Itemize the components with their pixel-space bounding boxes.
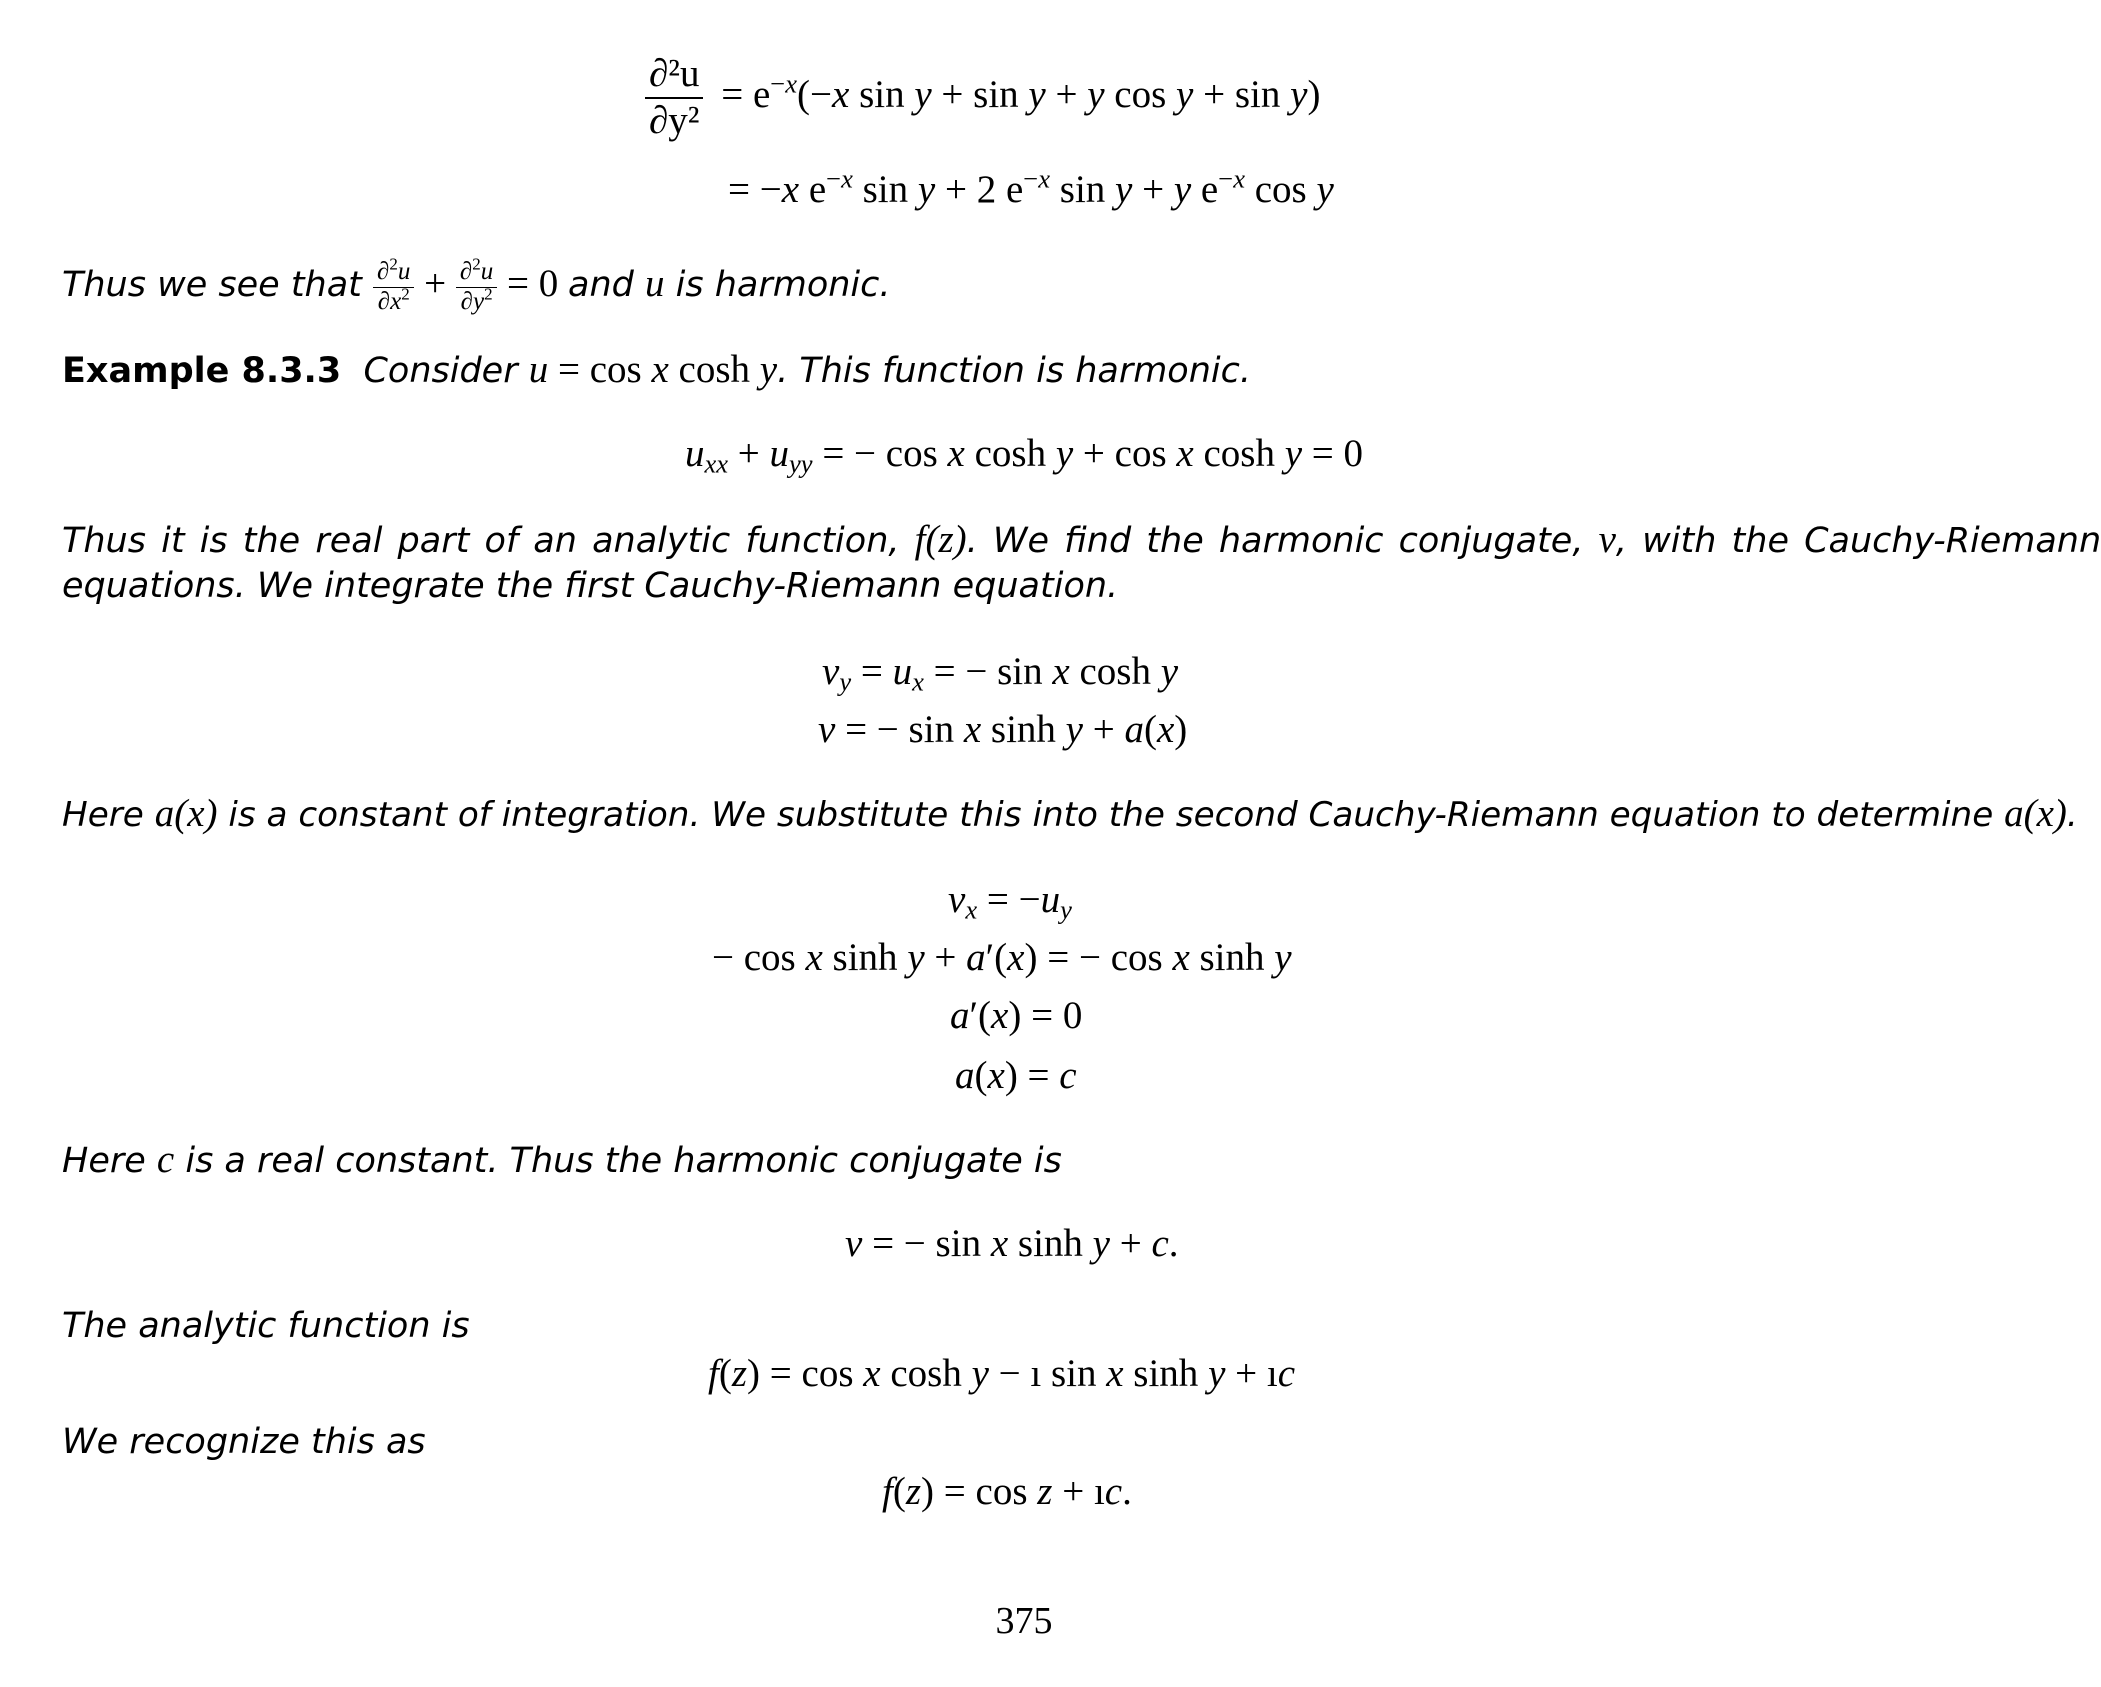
analytic-equation: f(z) = cos x cosh y − ı sin x sinh y + ıc bbox=[708, 1352, 1296, 1395]
example-label: Example 8.3.3 bbox=[62, 351, 342, 391]
final-equation: f(z) = cos z + ıc. bbox=[882, 1470, 1132, 1513]
paragraph-recognize-text: We recognize this as bbox=[62, 1422, 426, 1462]
fraction-numerator: ∂²u bbox=[649, 52, 700, 95]
laplacian-expression: $\frac{\partial^2u}{\partial x^2}$ + $\frac{\partial^2u}{\partial y^2}$ = 0 bbox=[373, 262, 568, 305]
example-intro: Example 8.3.3 Consider u = cos x cosh y. This function is harmonic. bbox=[62, 348, 1251, 391]
harmonic-suffix: and u is harmonic. bbox=[568, 262, 891, 306]
equation-rhs-line2: = −x $e^{-x}$ sin y + 2 $e^{-x}$ sin y + y $e^{-x}$ cos y bbox=[728, 163, 1334, 211]
harmonic-statement bbox=[62, 254, 891, 317]
second-derivative-equation-line2 bbox=[728, 163, 1334, 213]
paragraph-analytic-text: The analytic function is bbox=[62, 1306, 470, 1346]
second-cr-equation-2: − cos x sinh y + a′(x) = − cos x sinh y bbox=[712, 936, 1292, 979]
paragraph-recognize bbox=[62, 1422, 426, 1462]
example-intro-prefix: Consider bbox=[363, 351, 518, 391]
example-intro-suffix: . This function is harmonic. bbox=[777, 351, 1251, 391]
second-cr-equation-4: a(x) = c bbox=[955, 1054, 1077, 1097]
page-number: 375 bbox=[995, 1600, 1053, 1642]
equation-rhs-line1: = $e^{-x}(-x$ sin y + sin y + y cos y + sin y) bbox=[721, 68, 1321, 116]
second-cr-equation-1: $v_x = -u_y$ bbox=[948, 878, 1072, 925]
fraction-denominator: ∂y² bbox=[649, 98, 700, 142]
second-cr-equation-3: a′(x) = 0 bbox=[950, 994, 1083, 1037]
paragraph-real-constant: Here c is a real constant. Thus the harmonic conjugate is bbox=[62, 1138, 1062, 1181]
second-derivative-equation-line1 bbox=[645, 52, 1320, 144]
integration-equation-2: v = − sin x sinh y + a(x) bbox=[818, 708, 1188, 751]
harmonic-prefix: Thus we see that bbox=[62, 265, 362, 306]
d2u-dy2-fraction bbox=[645, 52, 703, 144]
integration-equation-1: $v_y = u_x$ = − sin x cosh y bbox=[822, 650, 1179, 697]
paragraph-analytic bbox=[62, 1306, 470, 1346]
paragraph-real-part-line1: Thus it is the real part of an analytic function, f(z). We find the harmonic conjugate, v, with the Cauchy-Riemann bbox=[62, 518, 2101, 561]
conjugate-equation: v = − sin x sinh y + c. bbox=[845, 1222, 1179, 1265]
paragraph-real-part-line2 bbox=[62, 566, 1118, 606]
paragraph-real-part-line2-text: equations. We integrate the first Cauchy-Riemann equation. bbox=[62, 566, 1119, 606]
laplace-equation: $u_{xx} + u_{yy}$ = − cos x cosh y + cos x cosh y = 0 bbox=[684, 432, 1364, 479]
paragraph-constant: Here a(x) is a constant of integration. We substitute this into the second Cauchy-Riemann equation to determine a(x). bbox=[62, 792, 2078, 835]
